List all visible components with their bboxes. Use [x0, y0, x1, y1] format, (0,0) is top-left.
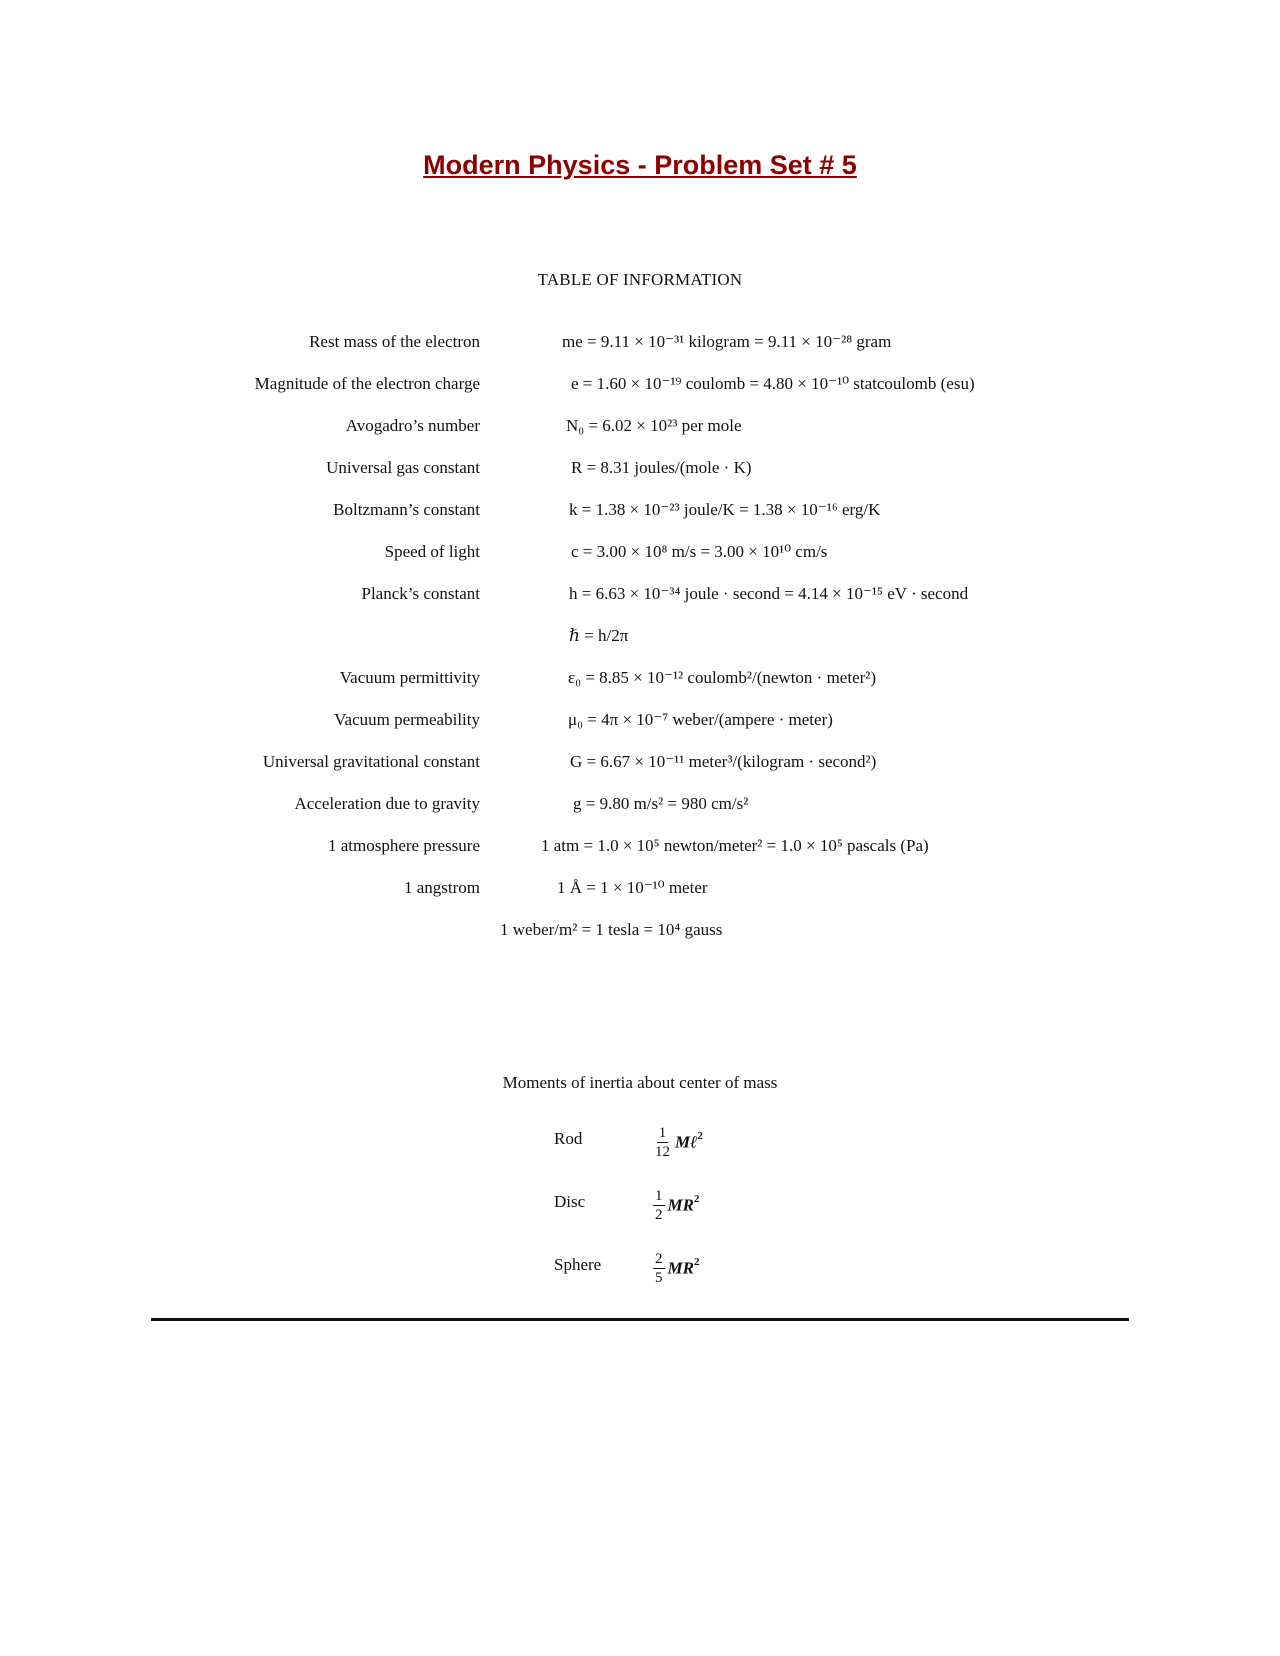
fraction: [653, 1187, 665, 1224]
row-value: μ₀ = 4π × 10⁻⁷ weber/(ampere · meter): [568, 710, 833, 729]
formula-symbols: MR: [667, 1195, 694, 1215]
table-row: [0, 878, 1280, 906]
row-value: 1 Å = 1 × 10⁻¹⁰ meter: [557, 878, 708, 897]
table-row: [0, 458, 1280, 486]
moment-formula: [653, 1180, 699, 1230]
row-label: Rest mass of the electron: [309, 332, 480, 351]
row-label: Acceleration due to gravity: [294, 794, 480, 813]
fraction-numerator: 1: [658, 1124, 667, 1141]
formula-symbols: Mℓ: [675, 1132, 698, 1152]
table-row: [0, 542, 1280, 570]
row-value: ε₀ = 8.85 × 10⁻¹² coulomb²/(newton · meter²): [568, 668, 877, 687]
row-label: Boltzmann’s constant: [333, 500, 480, 519]
row-label: Vacuum permeability: [334, 710, 480, 729]
fraction-denominator: 2: [655, 1206, 663, 1223]
row-value: 1 weber/m² = 1 tesla = 10⁴ gauss: [500, 920, 723, 939]
row-label: Speed of light: [384, 542, 480, 561]
row-label: Universal gas constant: [326, 458, 480, 477]
page-title: Modern Physics - Problem Set # 5: [423, 150, 857, 180]
formula-symbols: MR: [667, 1258, 694, 1278]
fraction: [653, 1124, 672, 1161]
moment-label: Disc: [554, 1192, 586, 1211]
moment-label: Rod: [554, 1129, 583, 1148]
table-row: [0, 374, 1280, 402]
table-row: [0, 626, 1280, 654]
row-label: Planck’s constant: [361, 584, 480, 603]
fraction-numerator: 1: [655, 1187, 663, 1204]
row-value: R = 8.31 joules/(mole · K): [571, 458, 752, 477]
row-value: G = 6.67 × 10⁻¹¹ meter³/(kilogram · second²): [570, 752, 877, 771]
row-label: Magnitude of the electron charge: [254, 374, 480, 393]
fraction-denominator: 12: [655, 1143, 670, 1160]
row-value: me = 9.11 × 10⁻³¹ kilogram = 9.11 × 10⁻²⁸ gram: [562, 332, 892, 351]
formula-expression: [675, 1129, 703, 1153]
row-label: 1 atmosphere pressure: [327, 836, 480, 855]
table-row: [0, 920, 1280, 948]
moments-heading: Moments of inertia about center of mass: [502, 1073, 778, 1092]
table-row: [0, 416, 1280, 444]
formula-power: 2: [693, 1255, 700, 1268]
row-label: Vacuum permittivity: [339, 668, 480, 687]
row-value: N₀ = 6.02 × 10²³ per mole: [566, 416, 742, 435]
fraction-numerator: 2: [655, 1250, 663, 1267]
table-row: [0, 332, 1280, 360]
row-label: Avogadro’s number: [345, 416, 480, 435]
row-label: Universal gravitational constant: [262, 752, 480, 771]
fraction-denominator: 5: [655, 1269, 663, 1286]
moment-row-disc: [0, 1180, 1280, 1230]
table-row: [0, 668, 1280, 696]
bottom-divider: [151, 1318, 1129, 1321]
formula-power: 2: [697, 1129, 703, 1142]
row-label: 1 angstrom: [403, 878, 480, 897]
moment-formula: [653, 1243, 699, 1293]
row-value: h = 6.63 × 10⁻³⁴ joule · second = 4.14 × 10⁻¹⁵ eV · second: [569, 584, 969, 603]
table-row: [0, 584, 1280, 612]
table-row: [0, 794, 1280, 822]
table-row: [0, 752, 1280, 780]
formula-expression: [667, 1255, 700, 1279]
row-value: c = 3.00 × 10⁸ m/s = 3.00 × 10¹⁰ cm/s: [571, 542, 828, 561]
formula-power: 2: [693, 1192, 700, 1205]
table-row: [0, 836, 1280, 864]
fraction: [653, 1250, 665, 1287]
row-value: e = 1.60 × 10⁻¹⁹ coulomb = 4.80 × 10⁻¹⁰ statcoulomb (esu): [571, 374, 975, 393]
table-heading: TABLE OF INFORMATION: [537, 270, 743, 289]
table-row: [0, 710, 1280, 738]
moment-row-sphere: [0, 1243, 1280, 1293]
formula-expression: [667, 1192, 700, 1216]
row-value: ℏ = h/2π: [569, 626, 629, 645]
row-value: 1 atm = 1.0 × 10⁵ newton/meter² = 1.0 × 10⁵ pascals (Pa): [541, 836, 929, 855]
moment-row-rod: [0, 1117, 1280, 1167]
moment-formula: [653, 1117, 703, 1167]
row-value: g = 9.80 m/s² = 980 cm/s²: [573, 794, 749, 813]
moment-label: Sphere: [554, 1255, 602, 1274]
table-row: [0, 500, 1280, 528]
row-value: k = 1.38 × 10⁻²³ joule/K = 1.38 × 10⁻¹⁶ erg/K: [569, 500, 881, 519]
